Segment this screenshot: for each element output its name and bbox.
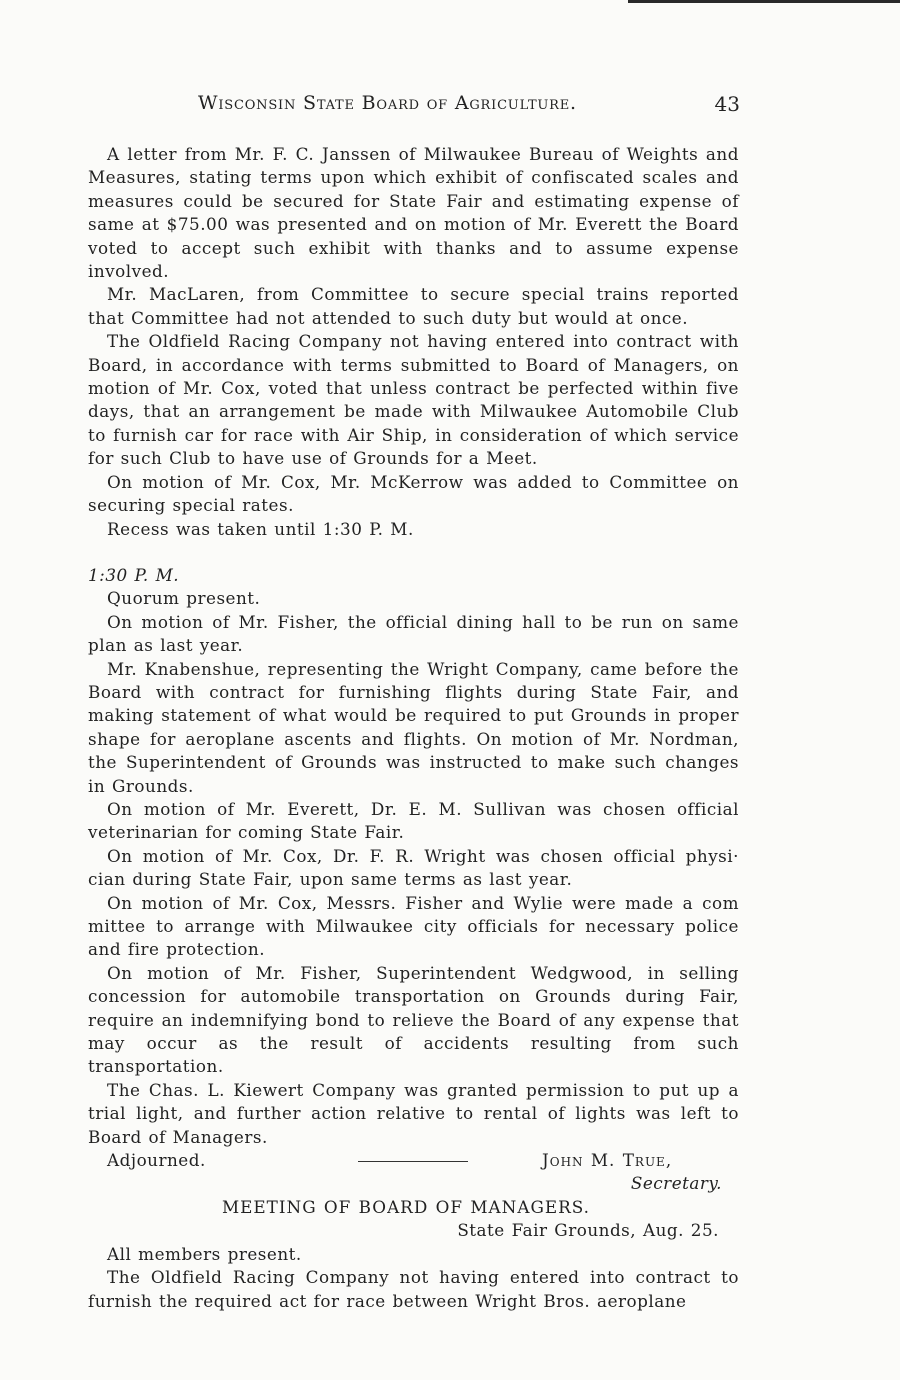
- paragraph-janssen-letter: A letter from Mr. F. C. Janssen of Milwaukee Bureau of Weights and Measures, stating terms upon which exhibit of confiscated scales and measures could be secured for State Fair and estimating expense of same at $75.00 was presented and on motion of Mr. Everett the Board voted to accept such exhibit with thanks and to assume expense involved.: [88, 144, 739, 282]
- paragraph-mckerrow-added: On motion of Mr. Cox, Mr. McKerrow was added to Committee on securing special rates.: [88, 471, 739, 516]
- paragraph-dining-hall: On motion of Mr. Fisher, the official dining hall to be run on same plan as last year.: [88, 611, 739, 656]
- meeting-place-date: State Fair Grounds, Aug. 25.: [457, 1220, 719, 1241]
- paragraph-automobile-concession: On motion of Mr. Fisher, Superintendent Wedgwood, in selling concession for automobile transportation on Grounds during Fair, require an indemnifying bond to relieve the Board of any expense that may occur as the result of accidents resulting from such transportation.: [88, 962, 739, 1077]
- section-spacer: [88, 541, 739, 564]
- section-divider: [358, 1161, 468, 1162]
- paragraph-quorum: Quorum present.: [107, 588, 261, 609]
- paragraph-kiewert-lights: The Chas. L. Kiewert Company was granted permission to put up a trial light, and further action relative to rental of lights was left to Board of Managers.: [88, 1079, 739, 1147]
- paragraph-knabenshue-wright: Mr. Knabenshue, representing the Wright Company, came before the Board with contract for furnishing flights during State Fair, and making statement of what would be required to put Grounds in proper shape for aeroplane ascents and flights. On motion of Mr. Nordman, the Superintendent of Grounds was instructed to make such changes in Grounds.: [88, 658, 739, 796]
- paragraph-recess: Recess was taken until 1:30 P. M.: [107, 518, 414, 539]
- paragraph-physician: On motion of Mr. Cox, Dr. F. R. Wright was chosen official physi· cian during State Fair, upon same terms as last year.: [88, 845, 739, 890]
- paragraph-oldfield-aeroplane: The Oldfield Racing Company not having entered into contract to furnish the required act for race between Wright Bros. aeroplane: [88, 1267, 739, 1311]
- paragraph-police-committee: On motion of Mr. Cox, Messrs. Fisher and Wylie were made a com mittee to arrange with Milwaukee city officials for necessary police and fire protection.: [88, 892, 739, 960]
- secretary-name: John M. True,: [542, 1150, 673, 1171]
- paragraph-oldfield-contract: The Oldfield Racing Company not having entered into contract with Board, in accordance with terms submitted to Board of Managers, on motion of Mr. Cox, voted that unless contract be perfected within five days, that an arrangement be made with Milwaukee Automobile Club to furnish car for race with Air Ship, in consideration of which service for such Club to have use of Grounds for a Meet.: [88, 331, 739, 469]
- paragraph-maclaren-trains: Mr. MacLaren, from Committee to secure special trains reported that Committee had not attended to such duty but would at once.: [88, 284, 739, 328]
- body-text: [88, 143, 739, 1313]
- afternoon-session-heading: 1:30 P. M.: [88, 564, 180, 585]
- page-header: [88, 92, 740, 122]
- paragraph-veterinarian: On motion of Mr. Everett, Dr. E. M. Sullivan was chosen official veterinarian for coming State Fair.: [88, 798, 739, 843]
- running-head: Wisconsin State Board of Agriculture.: [198, 92, 577, 114]
- top-edge-rule: [628, 0, 900, 3]
- paragraph-members-present: All members present.: [107, 1243, 302, 1264]
- meeting-heading: MEETING OF BOARD OF MANAGERS.: [222, 1197, 590, 1218]
- adjourned-text: Adjourned.: [107, 1150, 206, 1171]
- signoff-block: [88, 1149, 739, 1196]
- secretary-title: Secretary.: [630, 1173, 722, 1194]
- page-number: 43: [714, 92, 740, 116]
